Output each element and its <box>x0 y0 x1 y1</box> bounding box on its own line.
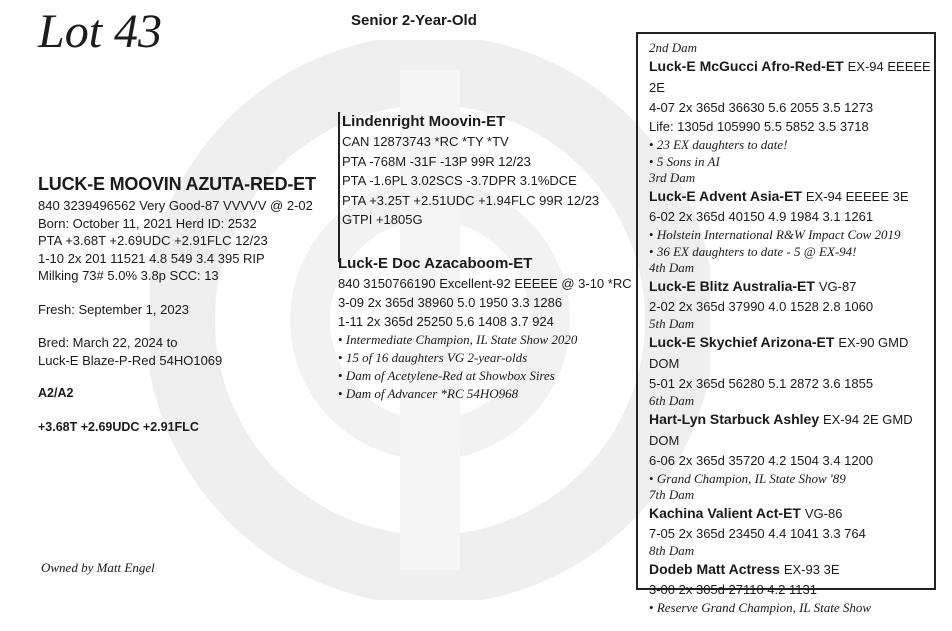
dam-note: • Dam of Advancer *RC 54HO968 <box>338 385 632 403</box>
pedigree-record: 3-00 2x 305d 27110 4.2 1131 <box>649 582 817 597</box>
pedigree-name: Dodeb Matt Actress EX-93 3E <box>649 561 840 577</box>
animal-name: LUCK-E MOOVIN AZUTA-RED-ET <box>38 174 316 194</box>
sire-name: Lindenright Moovin-ET <box>342 113 506 130</box>
pedigree-note: • 23 EX daughters to date! <box>649 136 934 153</box>
pedigree-generation: 7th Dam <box>649 487 695 502</box>
sire-block <box>338 112 599 262</box>
pedigree-classification: EX-94 2E GMD DOM <box>649 412 913 448</box>
animal-fresh-line: Fresh: September 1, 2023 <box>38 301 190 317</box>
animal-pta-line: PTA +3.68T +2.69UDC +2.91FLC 12/23 <box>38 233 268 248</box>
pedigree-note: • 5 Sons in AI <box>649 153 934 170</box>
pedigree-record: 2-02 2x 365d 37990 4.0 1528 2.8 1060 <box>649 299 874 314</box>
owner-line: Owned by Matt Engel <box>41 560 155 575</box>
pedigree-classification: VG-87 <box>818 279 857 294</box>
animal-bred-to-line: Luck-E Blaze-P-Red 54HO1069 <box>38 352 223 368</box>
dam-line: 1-11 2x 365d 25250 5.6 1408 3.7 924 <box>338 314 554 329</box>
pedigree-name: Luck-E Advent Asia-ET EX-94 EEEEE 3E <box>649 188 909 204</box>
pedigree-record: 4-07 2x 365d 36630 5.6 2055 3.5 1273 <box>649 100 874 115</box>
lot-heading <box>38 2 174 62</box>
pedigree-name: Hart-Lyn Starbuck Ashley EX-94 2E GMD DOM <box>649 411 913 448</box>
pedigree-box <box>636 32 936 615</box>
dam-line: 3-09 2x 365d 38960 5.0 1950 3.3 1286 <box>338 295 563 310</box>
pedigree-classification: EX-90 GMD DOM <box>649 335 909 371</box>
dam-name: Luck-E Doc Azacaboom-ET <box>338 255 533 272</box>
dam-block <box>338 254 632 403</box>
pedigree-classification: VG-86 <box>804 506 843 521</box>
pedigree-generation: 5th Dam <box>649 316 695 331</box>
animal-born-line: Born: October 11, 2021 Herd ID: 2532 <box>38 215 257 231</box>
lot-label: Lot <box>38 5 103 58</box>
animal-summary: +3.68T +2.69UDC +2.91FLC <box>38 419 199 434</box>
pedigree-name: Luck-E McGucci Afro-Red-ET EX-94 EEEEE 2E <box>649 58 931 95</box>
dam-note: • Intermediate Champion, IL State Show 2020 <box>338 331 632 349</box>
pedigree-classification: EX-94 EEEEE 2E <box>649 59 931 95</box>
dam-note: • Dam of Acetylene-Red at Showbox Sires <box>338 367 632 385</box>
sire-line: PTA -768M -31F -13P 99R 12/23 <box>342 153 531 169</box>
pedigree-record: Life: 1305d 105990 5.5 5852 3.5 3718 <box>649 119 869 134</box>
pedigree-classification: EX-93 3E <box>783 562 840 577</box>
lot-number: 43 <box>114 5 163 58</box>
pedigree-note: • Reserve Grand Champion, IL State Show <box>649 599 934 616</box>
animal-record-line: 1-10 2x 201 11521 4.8 549 3.4 395 RIP <box>38 250 265 266</box>
pedigree-classification: EX-94 EEEEE 3E <box>805 189 909 204</box>
sire-line: PTA -1.6PL 3.02SCS -3.7DPR 3.1%DCE <box>342 173 577 188</box>
pedigree-record: 5-01 2x 365d 56280 5.1 2872 3.6 1855 <box>649 376 874 391</box>
pedigree-record: 7-05 2x 365d 23450 4.4 1041 3.3 764 <box>649 526 866 541</box>
sire-line: CAN 12873743 *RC *TY *TV <box>342 134 509 149</box>
animal-a2: A2/A2 <box>38 386 74 400</box>
pedigree-record: 6-06 2x 365d 35720 4.2 1504 3.4 1200 <box>649 453 874 468</box>
animal-id-line: 840 3239496562 Very Good-87 VVVVV @ 2-02 <box>38 198 313 213</box>
pedigree-record: 6-02 2x 365d 40150 4.9 1984 3.1 1261 <box>649 209 874 224</box>
pedigree-name: Kachina Valient Act-ET VG-86 <box>649 505 843 521</box>
class-title: Senior 2-Year-Old <box>351 12 477 29</box>
animal-bred-line: Bred: March 22, 2024 to <box>38 335 178 350</box>
dam-note: • 15 of 16 daughters VG 2-year-olds <box>338 349 632 367</box>
pedigree-name: Luck-E Skychief Arizona-ET EX-90 GMD DOM <box>649 334 909 371</box>
animal-milking-line: Milking 73# 5.0% 3.8p SCC: 13 <box>38 268 219 283</box>
pedigree-generation: 8th Dam <box>649 543 695 558</box>
pedigree-note: • 36 EX daughters to date - 5 @ EX-94! <box>649 243 934 260</box>
pedigree-generation: 3rd Dam <box>649 170 696 185</box>
sire-line: PTA +3.25T +2.51UDC +1.94FLC 99R 12/23 <box>342 192 600 208</box>
animal-info <box>38 173 338 436</box>
pedigree-note: • Grand Champion, IL State Show '89 <box>649 470 934 487</box>
pedigree-generation: 4th Dam <box>649 260 695 275</box>
sire-line: GTPI +1805G <box>342 212 423 227</box>
dam-line: 840 3150766190 Excellent-92 EEEEE @ 3-10 *RC <box>338 276 632 291</box>
pedigree-name: Luck-E Blitz Australia-ET VG-87 <box>649 278 857 294</box>
pedigree-note: • Holstein International R&W Impact Cow 2019 <box>649 226 934 243</box>
pedigree-generation: 6th Dam <box>649 393 695 408</box>
pedigree-generation: 2nd Dam <box>649 40 698 55</box>
